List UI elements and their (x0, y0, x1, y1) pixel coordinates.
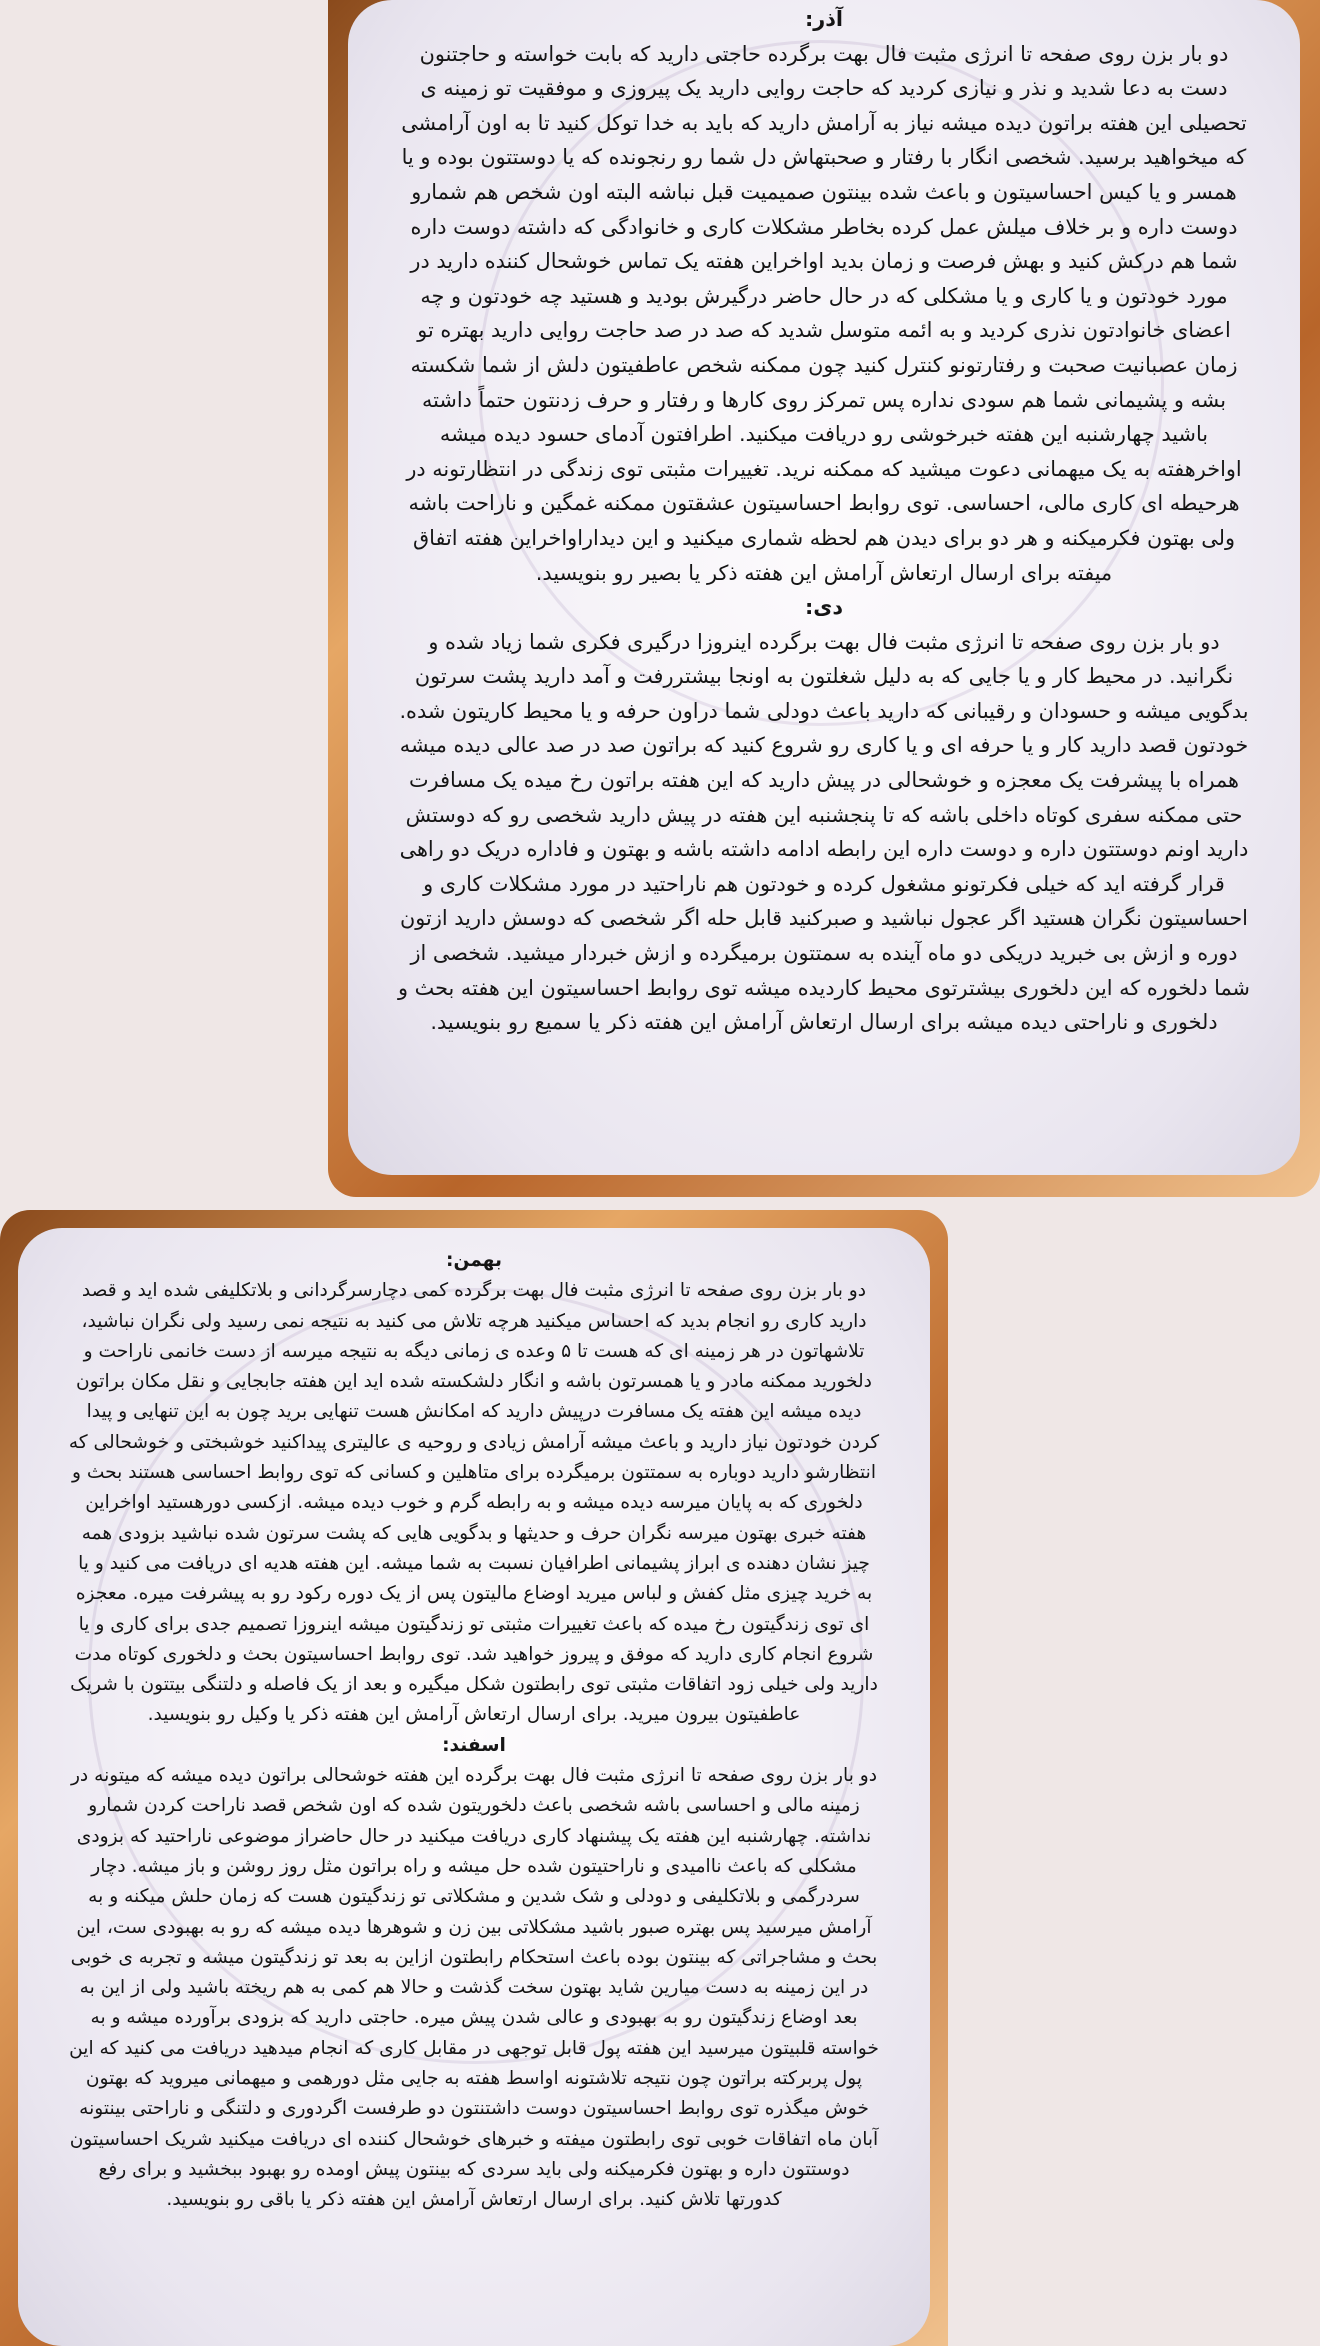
section-body-bahman: دو بار بزن روی صفحه تا انرژی مثبت فال بهت برگرده کمی دچارسرگردانی و بلاتکلیفی شده اید و قصد دارید کاری رو انجام بدید که احساس میکنید هرچه تلاش می کنید به نتیجه نمی رسید ولی نگران نباشید، تلاشهاتون در هر زمینه ای که هست تا ۵ وعده ی زمانی دیگه به نتیجه میرسه از دست خانمی ناراحت و دلخورید ممکنه مادر و یا همسرتون باشه و انگار دلشکسته شده اید این هفته جابجایی و نقل مکان براتون دیده میشه این هفته یک مسافرت درپیش دارید که امکانش هست تنهایی برید چون به این تنهایی و پیدا کردن خودتون نیاز دارید و باعث میشه آرامش زیادی و روحیه ی عالیتری پیداکنید خوشبختی و خوشحالی که انتظارشو دارید دوباره به سمتتون برمیگرده برای متاهلین و کسانی که توی روابط احساسی هستند بحث و دلخوری که به پایان میرسه دیده میشه و به رابطه گرم و خوب دیده میشه. ازکسی دورهستید اواخراین هفته خبری بهتون میرسه نگران حرف و حدیثها و بدگویی هایی که پشت سرتون شده نباشید بزودی همه چیز نشان دهنده ی ابراز پشیمانی اطرافیان نسبت به شما میشه. این هفته هدیه ای دریافت می کنید و یا به خرید چیزی مثل کفش و لباس میرید اوضاع مالیتون پس از یک دوره رکود رو به پیشرفت میره. معجزه ای توی زندگیتون رخ میده که باعث تغییرات مثبتی تو زندگیتون میشه اینروزا تصمیم جدی برای کاری و یا شروع انجام کاری دارید که موفق و پیروز خواهید شد. توی روابط احساسیتون بحث و دلخوری کوتاه مدت دارید ولی خیلی زود اتفاقات مثبتی توی رابطتون شکل میگیره و بعد از یک فاصله و دلتنگی بیتتون با شریک عاطفیتون بیرون میرید. برای ارسال ارتعاش آرامش این هفته ذکر یا وکیل رو بنویسید. (68, 1280, 880, 1726)
section-body-dey: دو بار بزن روی صفحه تا انرژی مثبت فال بهت برگرده اینروزا درگیری فکری شما زیاد شده و نگرانید. در محیط کار و یا جایی که به دلیل شغلتون به اونجا بیشتررفت و آمد دارید پشت سرتون بدگویی میشه و حسودان و رقیبانی که دارید باعث دودلی شما دراون حرفه و یا محیط کاریتون شده. خودتون قصد دارید کار و یا حرفه ای و یا کاری رو شروع کنید که براتون صد در صد عالی دیده میشه همراه با پیشرفت یک معجزه و خوشحالی در پیش دارید که این هفته براتون رخ میده یک مسافرت حتی ممکنه سفری کوتاه داخلی باشه که تا پنجشنبه این هفته در پیش دارید شخصی رو که دوستش دارید اونم دوستتون داره و دوست داره این رابطه ادامه داشته باشه و بهتون و فاداره دریک دو راهی قرار گرفته اید که خیلی فکرتونو مشغول کرده و خودتون هم ناراحتید در مورد مشکلات کاری و احساسیتون نگران هستید اگر عجول نباشید و صبرکنید قابل حله اگر شخصی که دوسش دارید ازتون دوره و ازش بی خبرید دریکی دو ماه آینده به سمتتون برمیگرده و ازش خبردار میشید. شخصی از شما دلخوره که این دلخوری بیشترتوی محیط کاردیده میشه توی روابط احساسیتون این هفته بحث و دلخوری و ناراحتی دیده میشه برای ارسال ارتعاش آرامش این هفته ذکر یا سمیع رو بنویسید. (398, 629, 1250, 1035)
section-heading-bahman: بهمن: (446, 1250, 502, 1271)
card-text (398, 2, 1250, 1040)
section-body-esfand: دو بار بزن روی صفحه تا انرژی مثبت فال بهت برگرده این هفته خوشحالی براتون دیده میشه که میتونه در زمینه مالی و احساسی باشه شخصی باعث دلخوریتون شده که اون شخص قصد ناراحت کردن شمارو نداشته. چهارشنبه این هفته یک پیشنهاد کاری دریافت میکنید در حال حاضراز موضوعی ناراحتید که بزودی مشکلی که باعث ناامیدی و ناراحتیتون شده حل میشه و راه براتون مثل روز روشن و باز میشه. دچار سردرگمی و بلاتکلیفی و دودلی و شک شدین و مشکلاتی تو زندگیتون هست که زمان حلش میکنه و به آرامش میرسید پس بهتره صبور باشید مشکلاتی بین زن و شوهرها دیده میشه که رو به بهبودی ست، این بحث و مشاجراتی که بینتون بوده باعث استحکام رابطتون ازاین به بعد تو زندگیتون میشه و تجربه ی خوبی در این زمینه به دست میارین شاید بهتون سخت گذشت و حالا هم کمی به هم ریخته باشید ولی از این به بعد اوضاع زندگیتون رو به بهبودی و عالی شدن پیش میره. حاجتی دارید که بزودی برآورده میشه و به خواسته قلبیتون میرسید این هفته پول قابل توجهی در مقابل کاری که انجام میدهید دریافت می کنید که این پول پربرکته براتون چون نتیجه تلاشتونه اواسط هفته به جایی مثل دورهمی و میهمانی میروید که بهتون خوش میگذره توی روابط احساسیتون دوست داشتنتون دو طرفست اگردوری و دلتنگی و ناراحتی بینتونه آبان ماه اتفاقات خوبی توی رابطتون میفته و خبرهای خوشحال کننده ای دریافت میکنید شریک احساسیتون دوستتون داره و بهتون فکرمیکنه ولی باید سردی که بینتون پیش اومده رو بهبود ببخشید و برای رفع کدورتها تلاش کنید. برای ارسال ارتعاش آرامش این هفته ذکر یا باقی رو بنویسید. (69, 1765, 879, 2211)
card-panel (18, 1228, 930, 2346)
card-panel (348, 0, 1300, 1175)
section-heading-dey: دی: (804, 595, 844, 620)
card-text (68, 1246, 880, 2216)
section-heading-esfand: اسفند: (442, 1734, 506, 1756)
section-body-azar: دو بار بزن روی صفحه تا انرژی مثبت فال بهت برگرده حاجتی دارید که بابت خواسته و حاجتنون دست به دعا شدید و نذر و نیازی کردید که حاجت روایی دارید یک پیروزی و موفقیت تو زمینه ی تحصیلی این هفته براتون دیده میشه نیاز به آرامش دارید که باید به خدا توکل کنید تا به اون آرامشی که میخواهید برسید. شخصی انگار با رفتار و صحبتهاش دل شما رو رنجونده که یا دوستتون بوده و یا همسر و یا کیس احساسیتون و باعث شده بینتون صمیمیت قبل نباشه البته اون شخص هم شمارو دوست داره و بر خلاف میلش عمل کرده بخاطر مشکلات کاری و خانوادگی که داشته دوست داره شما هم درکش کنید و بهش فرصت و زمان بدید اواخراین هفته یک تماس خوشحال کننده دارید در مورد خودتون و یا کاری و یا مشکلی که در حال حاضر درگیرش بودید و هستید چه خودتون و چه اعضای خانوادتون نذری کردید و به ائمه متوسل شدید که صد در صد حاجت روایی دارید بهتره تو زمان عصبانیت صحبت و رفتارتونو کنترل کنید چون ممکنه شخص عاطفیتون دلش از شما شکسته بشه و پشیمانی شما هم سودی نداره پس تمرکز روی کارها و رفتار و حرف زدنتون حتماً داشته باشید چهارشنبه این هفته خبرخوشی رو دریافت میکنید. اطرافتون آدمای حسود دیده میشه اواخرهفته به یک میهمانی دعوت میشید که ممکنه نرید. تغییرات مثبتی توی زندگی در انتظارتونه در هرحیطه ای کاری مالی، احساسی. توی روابط احساسیتون عشقتون ممکنه غمگین و ناراحت باشه ولی بهتون فکرمیکنه و هر دو برای دیدن هم لحظه شماری میکنید و این دیداراواخراین هفته اتفاق میفته برای ارسال ارتعاش آرامش این هفته ذکر یا بصیر رو بنویسید. (401, 41, 1247, 585)
section-heading-azar: آذر: (804, 7, 844, 31)
horoscope-card-top (328, 0, 1320, 1197)
horoscope-card-bottom (0, 1210, 948, 2346)
